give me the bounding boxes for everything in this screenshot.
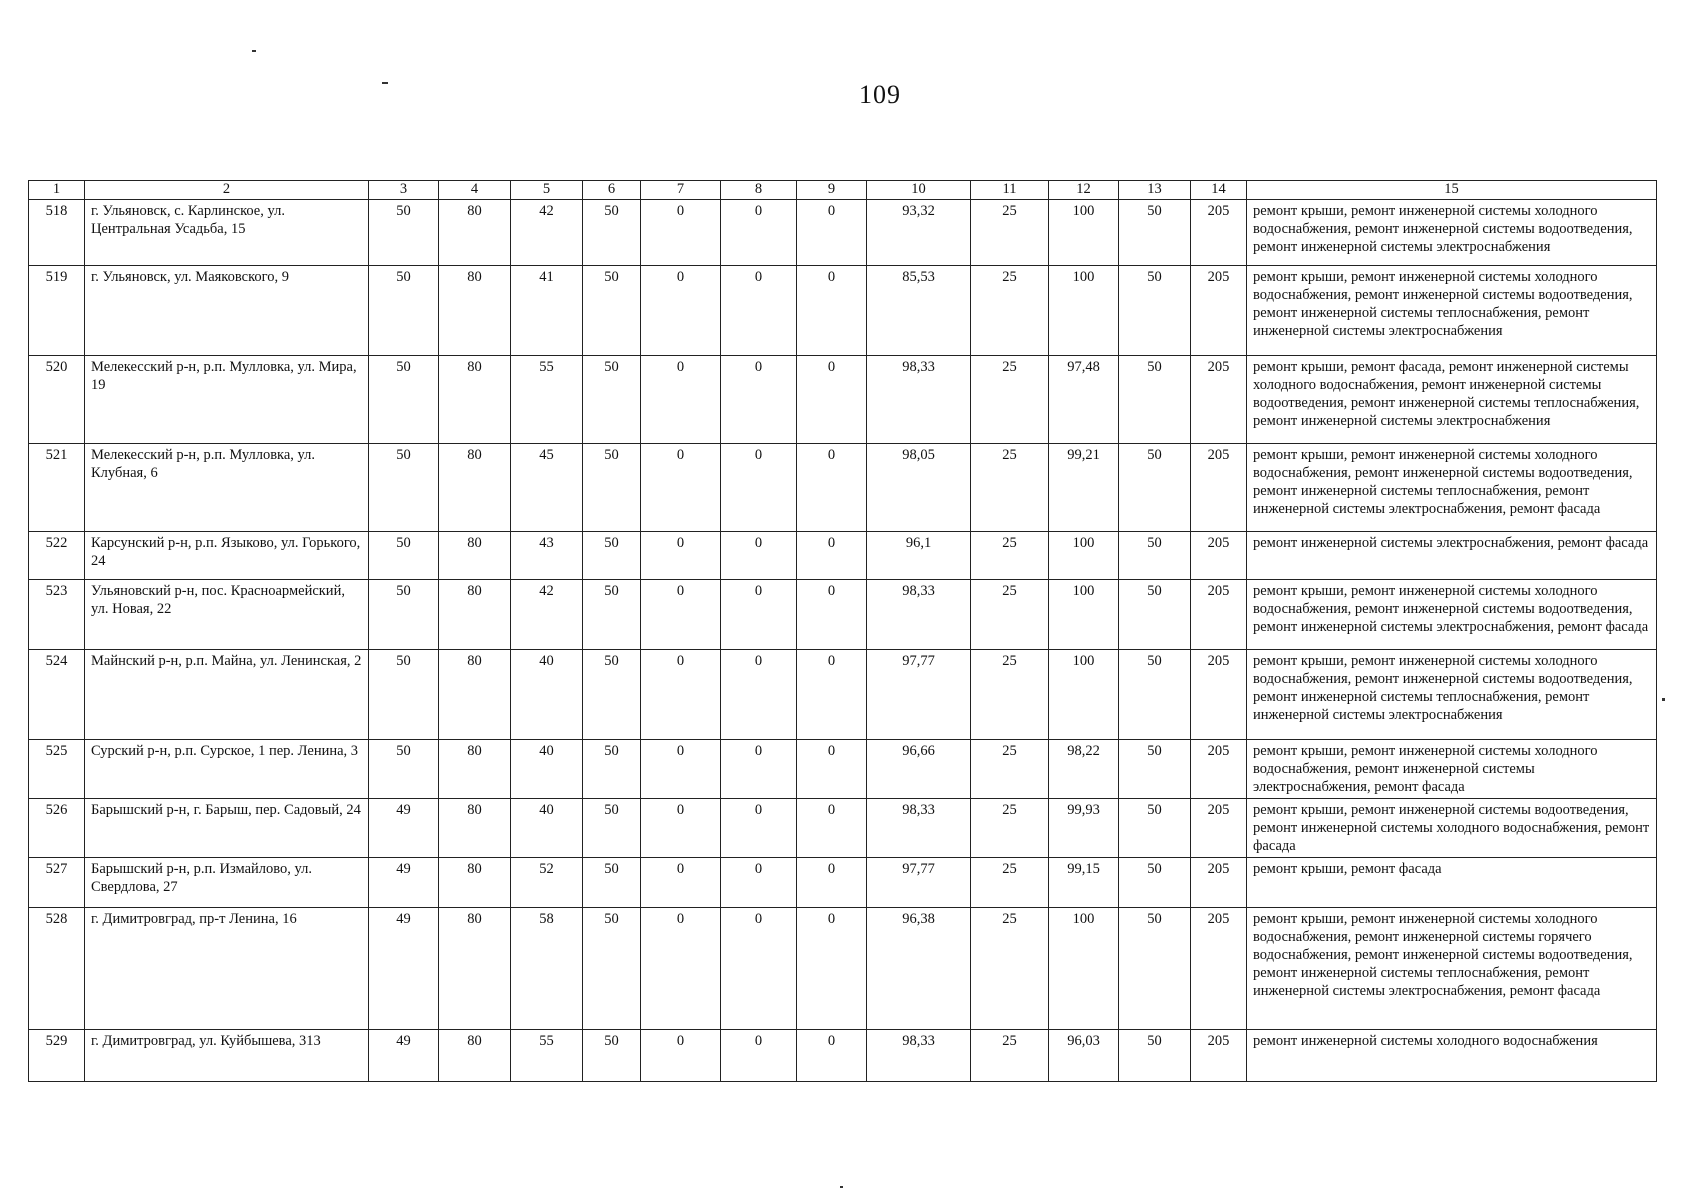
works-list-cell: ремонт крыши, ремонт инженерной системы холодного водоснабжения, ремонт инженерной системы водоотведения, ремонт инженерной системы теплоснабжения, ремонт инженерной системы электроснабжения <box>1247 266 1657 356</box>
row-number-cell: 521 <box>29 444 85 532</box>
col-11-value-cell: 25 <box>971 740 1049 799</box>
col-7-value-cell: 0 <box>641 200 721 266</box>
col-9-value-cell: 0 <box>797 200 867 266</box>
column-header-2: 2 <box>85 181 369 200</box>
column-header-7: 7 <box>641 181 721 200</box>
col-9-value-cell: 0 <box>797 740 867 799</box>
col-11-value-cell: 25 <box>971 1030 1049 1082</box>
col-12-value-cell: 98,22 <box>1049 740 1119 799</box>
col-9-value-cell: 0 <box>797 1030 867 1082</box>
col-6-value-cell: 50 <box>583 356 641 444</box>
col-10-value-cell: 96,38 <box>867 908 971 1030</box>
row-number-cell: 525 <box>29 740 85 799</box>
col-7-value-cell: 0 <box>641 444 721 532</box>
col-3-value-cell: 49 <box>369 908 439 1030</box>
col-11-value-cell: 25 <box>971 356 1049 444</box>
table-row <box>29 532 1657 580</box>
col-5-value-cell: 40 <box>511 799 583 858</box>
col-9-value-cell: 0 <box>797 266 867 356</box>
col-12-value-cell: 99,93 <box>1049 799 1119 858</box>
col-6-value-cell: 50 <box>583 580 641 650</box>
col-13-value-cell: 50 <box>1119 740 1191 799</box>
col-10-value-cell: 97,77 <box>867 858 971 908</box>
column-header-10: 10 <box>867 181 971 200</box>
col-10-value-cell: 98,33 <box>867 356 971 444</box>
address-cell: Барышский р-н, г. Барыш, пер. Садовый, 24 <box>85 799 369 858</box>
col-6-value-cell: 50 <box>583 799 641 858</box>
col-3-value-cell: 50 <box>369 650 439 740</box>
col-5-value-cell: 55 <box>511 356 583 444</box>
col-13-value-cell: 50 <box>1119 580 1191 650</box>
address-cell: Мелекесский р-н, р.п. Мулловка, ул. Мира, 19 <box>85 356 369 444</box>
row-number-cell: 522 <box>29 532 85 580</box>
address-cell: г. Димитровград, пр-т Ленина, 16 <box>85 908 369 1030</box>
row-number-cell: 524 <box>29 650 85 740</box>
col-13-value-cell: 50 <box>1119 1030 1191 1082</box>
col-11-value-cell: 25 <box>971 908 1049 1030</box>
address-cell: Ульяновский р-н, пос. Красноармейский, ул. Новая, 22 <box>85 580 369 650</box>
col-5-value-cell: 55 <box>511 1030 583 1082</box>
table-row <box>29 650 1657 740</box>
col-7-value-cell: 0 <box>641 266 721 356</box>
col-11-value-cell: 25 <box>971 532 1049 580</box>
col-9-value-cell: 0 <box>797 356 867 444</box>
col-3-value-cell: 50 <box>369 356 439 444</box>
col-12-value-cell: 100 <box>1049 266 1119 356</box>
col-4-value-cell: 80 <box>439 1030 511 1082</box>
row-number-cell: 529 <box>29 1030 85 1082</box>
col-13-value-cell: 50 <box>1119 532 1191 580</box>
col-3-value-cell: 49 <box>369 799 439 858</box>
col-14-value-cell: 205 <box>1191 444 1247 532</box>
col-6-value-cell: 50 <box>583 1030 641 1082</box>
col-14-value-cell: 205 <box>1191 356 1247 444</box>
col-3-value-cell: 50 <box>369 444 439 532</box>
col-13-value-cell: 50 <box>1119 266 1191 356</box>
col-3-value-cell: 50 <box>369 580 439 650</box>
address-cell: г. Ульяновск, с. Карлинское, ул. Центральная Усадьба, 15 <box>85 200 369 266</box>
col-13-value-cell: 50 <box>1119 444 1191 532</box>
col-7-value-cell: 0 <box>641 532 721 580</box>
column-header-5: 5 <box>511 181 583 200</box>
col-5-value-cell: 42 <box>511 200 583 266</box>
row-number-cell: 519 <box>29 266 85 356</box>
col-11-value-cell: 25 <box>971 580 1049 650</box>
address-cell: г. Ульяновск, ул. Маяковского, 9 <box>85 266 369 356</box>
works-list-cell: ремонт крыши, ремонт инженерной системы холодного водоснабжения, ремонт инженерной системы горячего водоснабжения, ремонт инженерной системы водоотведения, ремонт инженерной системы теплоснабжения, ремонт инженерной системы электроснабжения, ремонт фасада <box>1247 908 1657 1030</box>
address-cell: г. Димитровград, ул. Куйбышева, 313 <box>85 1030 369 1082</box>
col-4-value-cell: 80 <box>439 580 511 650</box>
address-cell: Карсунский р-н, р.п. Языково, ул. Горького, 24 <box>85 532 369 580</box>
column-header-11: 11 <box>971 181 1049 200</box>
col-7-value-cell: 0 <box>641 740 721 799</box>
col-6-value-cell: 50 <box>583 650 641 740</box>
col-7-value-cell: 0 <box>641 356 721 444</box>
col-13-value-cell: 50 <box>1119 200 1191 266</box>
col-8-value-cell: 0 <box>721 200 797 266</box>
table-body <box>29 200 1657 1082</box>
col-9-value-cell: 0 <box>797 908 867 1030</box>
address-cell: Барышский р-н, р.п. Измайлово, ул. Свердлова, 27 <box>85 858 369 908</box>
col-13-value-cell: 50 <box>1119 858 1191 908</box>
col-6-value-cell: 50 <box>583 266 641 356</box>
address-cell: Майнский р-н, р.п. Майна, ул. Ленинская, 2 <box>85 650 369 740</box>
col-14-value-cell: 205 <box>1191 1030 1247 1082</box>
works-list-cell: ремонт крыши, ремонт инженерной системы холодного водоснабжения, ремонт инженерной системы электроснабжения, ремонт фасада <box>1247 740 1657 799</box>
col-8-value-cell: 0 <box>721 799 797 858</box>
column-header-3: 3 <box>369 181 439 200</box>
col-12-value-cell: 100 <box>1049 908 1119 1030</box>
col-12-value-cell: 99,15 <box>1049 858 1119 908</box>
col-11-value-cell: 25 <box>971 799 1049 858</box>
col-4-value-cell: 80 <box>439 650 511 740</box>
column-number-header-row <box>29 181 1657 200</box>
row-number-cell: 520 <box>29 356 85 444</box>
col-12-value-cell: 96,03 <box>1049 1030 1119 1082</box>
works-list-cell: ремонт крыши, ремонт инженерной системы холодного водоснабжения, ремонт инженерной системы водоотведения, ремонт инженерной системы электроснабжения, ремонт фасада <box>1247 580 1657 650</box>
col-5-value-cell: 41 <box>511 266 583 356</box>
repair-program-table <box>28 180 1657 1082</box>
col-12-value-cell: 97,48 <box>1049 356 1119 444</box>
col-11-value-cell: 25 <box>971 858 1049 908</box>
col-12-value-cell: 100 <box>1049 532 1119 580</box>
col-12-value-cell: 100 <box>1049 650 1119 740</box>
col-12-value-cell: 100 <box>1049 580 1119 650</box>
col-13-value-cell: 50 <box>1119 356 1191 444</box>
col-13-value-cell: 50 <box>1119 650 1191 740</box>
col-4-value-cell: 80 <box>439 908 511 1030</box>
works-list-cell: ремонт крыши, ремонт инженерной системы водоотведения, ремонт инженерной системы холодного водоснабжения, ремонт фасада <box>1247 799 1657 858</box>
scan-speck <box>252 50 256 52</box>
col-11-value-cell: 25 <box>971 200 1049 266</box>
col-5-value-cell: 43 <box>511 532 583 580</box>
col-6-value-cell: 50 <box>583 532 641 580</box>
works-list-cell: ремонт крыши, ремонт фасада, ремонт инженерной системы холодного водоснабжения, ремонт инженерной системы водоотведения, ремонт инженерной системы теплоснабжения, ремонт инженерной системы электроснабжения <box>1247 356 1657 444</box>
col-10-value-cell: 97,77 <box>867 650 971 740</box>
works-list-cell: ремонт крыши, ремонт фасада <box>1247 858 1657 908</box>
col-10-value-cell: 85,53 <box>867 266 971 356</box>
column-header-8: 8 <box>721 181 797 200</box>
col-13-value-cell: 50 <box>1119 908 1191 1030</box>
col-8-value-cell: 0 <box>721 908 797 1030</box>
col-3-value-cell: 50 <box>369 200 439 266</box>
table-row <box>29 858 1657 908</box>
col-10-value-cell: 98,33 <box>867 799 971 858</box>
col-8-value-cell: 0 <box>721 740 797 799</box>
row-number-cell: 527 <box>29 858 85 908</box>
col-9-value-cell: 0 <box>797 580 867 650</box>
col-14-value-cell: 205 <box>1191 200 1247 266</box>
col-14-value-cell: 205 <box>1191 266 1247 356</box>
col-6-value-cell: 50 <box>583 444 641 532</box>
col-10-value-cell: 96,1 <box>867 532 971 580</box>
col-10-value-cell: 98,33 <box>867 580 971 650</box>
col-11-value-cell: 25 <box>971 266 1049 356</box>
page-number: 109 <box>859 80 901 109</box>
row-number-cell: 523 <box>29 580 85 650</box>
col-5-value-cell: 40 <box>511 650 583 740</box>
col-5-value-cell: 45 <box>511 444 583 532</box>
col-7-value-cell: 0 <box>641 908 721 1030</box>
table-row <box>29 266 1657 356</box>
address-cell: Сурский р-н, р.п. Сурское, 1 пер. Ленина, 3 <box>85 740 369 799</box>
column-header-9: 9 <box>797 181 867 200</box>
col-14-value-cell: 205 <box>1191 580 1247 650</box>
col-8-value-cell: 0 <box>721 444 797 532</box>
column-header-15: 15 <box>1247 181 1657 200</box>
col-11-value-cell: 25 <box>971 650 1049 740</box>
col-7-value-cell: 0 <box>641 858 721 908</box>
scan-speck <box>1662 698 1665 701</box>
col-10-value-cell: 98,33 <box>867 1030 971 1082</box>
col-8-value-cell: 0 <box>721 858 797 908</box>
scan-speck <box>840 1186 843 1188</box>
col-14-value-cell: 205 <box>1191 650 1247 740</box>
col-6-value-cell: 50 <box>583 740 641 799</box>
col-8-value-cell: 0 <box>721 580 797 650</box>
col-5-value-cell: 58 <box>511 908 583 1030</box>
works-list-cell: ремонт инженерной системы холодного водоснабжения <box>1247 1030 1657 1082</box>
col-10-value-cell: 93,32 <box>867 200 971 266</box>
col-3-value-cell: 50 <box>369 266 439 356</box>
works-list-cell: ремонт крыши, ремонт инженерной системы холодного водоснабжения, ремонт инженерной системы водоотведения, ремонт инженерной системы электроснабжения <box>1247 200 1657 266</box>
address-cell: Мелекесский р-н, р.п. Мулловка, ул. Клубная, 6 <box>85 444 369 532</box>
col-12-value-cell: 100 <box>1049 200 1119 266</box>
column-header-12: 12 <box>1049 181 1119 200</box>
col-4-value-cell: 80 <box>439 444 511 532</box>
scan-speck <box>382 82 388 84</box>
col-14-value-cell: 205 <box>1191 858 1247 908</box>
col-8-value-cell: 0 <box>721 1030 797 1082</box>
col-5-value-cell: 52 <box>511 858 583 908</box>
col-8-value-cell: 0 <box>721 650 797 740</box>
col-10-value-cell: 96,66 <box>867 740 971 799</box>
table-row <box>29 799 1657 858</box>
column-header-6: 6 <box>583 181 641 200</box>
col-4-value-cell: 80 <box>439 799 511 858</box>
col-7-value-cell: 0 <box>641 799 721 858</box>
col-3-value-cell: 50 <box>369 532 439 580</box>
col-3-value-cell: 49 <box>369 1030 439 1082</box>
table-row <box>29 580 1657 650</box>
col-4-value-cell: 80 <box>439 532 511 580</box>
table-row <box>29 908 1657 1030</box>
works-list-cell: ремонт крыши, ремонт инженерной системы холодного водоснабжения, ремонт инженерной системы водоотведения, ремонт инженерной системы теплоснабжения, ремонт инженерной системы электроснабжения, ремонт фасада <box>1247 444 1657 532</box>
row-number-cell: 528 <box>29 908 85 1030</box>
col-10-value-cell: 98,05 <box>867 444 971 532</box>
col-12-value-cell: 99,21 <box>1049 444 1119 532</box>
col-7-value-cell: 0 <box>641 1030 721 1082</box>
col-11-value-cell: 25 <box>971 444 1049 532</box>
col-8-value-cell: 0 <box>721 532 797 580</box>
col-14-value-cell: 205 <box>1191 532 1247 580</box>
column-header-13: 13 <box>1119 181 1191 200</box>
col-6-value-cell: 50 <box>583 908 641 1030</box>
column-header-4: 4 <box>439 181 511 200</box>
col-4-value-cell: 80 <box>439 200 511 266</box>
col-5-value-cell: 42 <box>511 580 583 650</box>
col-9-value-cell: 0 <box>797 650 867 740</box>
col-9-value-cell: 0 <box>797 799 867 858</box>
col-4-value-cell: 80 <box>439 266 511 356</box>
col-8-value-cell: 0 <box>721 266 797 356</box>
col-3-value-cell: 49 <box>369 858 439 908</box>
col-9-value-cell: 0 <box>797 532 867 580</box>
col-9-value-cell: 0 <box>797 858 867 908</box>
works-list-cell: ремонт инженерной системы электроснабжения, ремонт фасада <box>1247 532 1657 580</box>
col-14-value-cell: 205 <box>1191 740 1247 799</box>
col-4-value-cell: 80 <box>439 356 511 444</box>
col-14-value-cell: 205 <box>1191 908 1247 1030</box>
col-7-value-cell: 0 <box>641 650 721 740</box>
column-header-14: 14 <box>1191 181 1247 200</box>
row-number-cell: 518 <box>29 200 85 266</box>
column-header-1: 1 <box>29 181 85 200</box>
col-14-value-cell: 205 <box>1191 799 1247 858</box>
col-8-value-cell: 0 <box>721 356 797 444</box>
table-row <box>29 1030 1657 1082</box>
table-row <box>29 200 1657 266</box>
row-number-cell: 526 <box>29 799 85 858</box>
col-6-value-cell: 50 <box>583 200 641 266</box>
col-7-value-cell: 0 <box>641 580 721 650</box>
table-row <box>29 740 1657 799</box>
works-list-cell: ремонт крыши, ремонт инженерной системы холодного водоснабжения, ремонт инженерной системы водоотведения, ремонт инженерной системы теплоснабжения, ремонт инженерной системы электроснабжения <box>1247 650 1657 740</box>
col-13-value-cell: 50 <box>1119 799 1191 858</box>
col-5-value-cell: 40 <box>511 740 583 799</box>
col-4-value-cell: 80 <box>439 740 511 799</box>
col-4-value-cell: 80 <box>439 858 511 908</box>
table-row <box>29 444 1657 532</box>
table-row <box>29 356 1657 444</box>
col-9-value-cell: 0 <box>797 444 867 532</box>
col-6-value-cell: 50 <box>583 858 641 908</box>
col-3-value-cell: 50 <box>369 740 439 799</box>
